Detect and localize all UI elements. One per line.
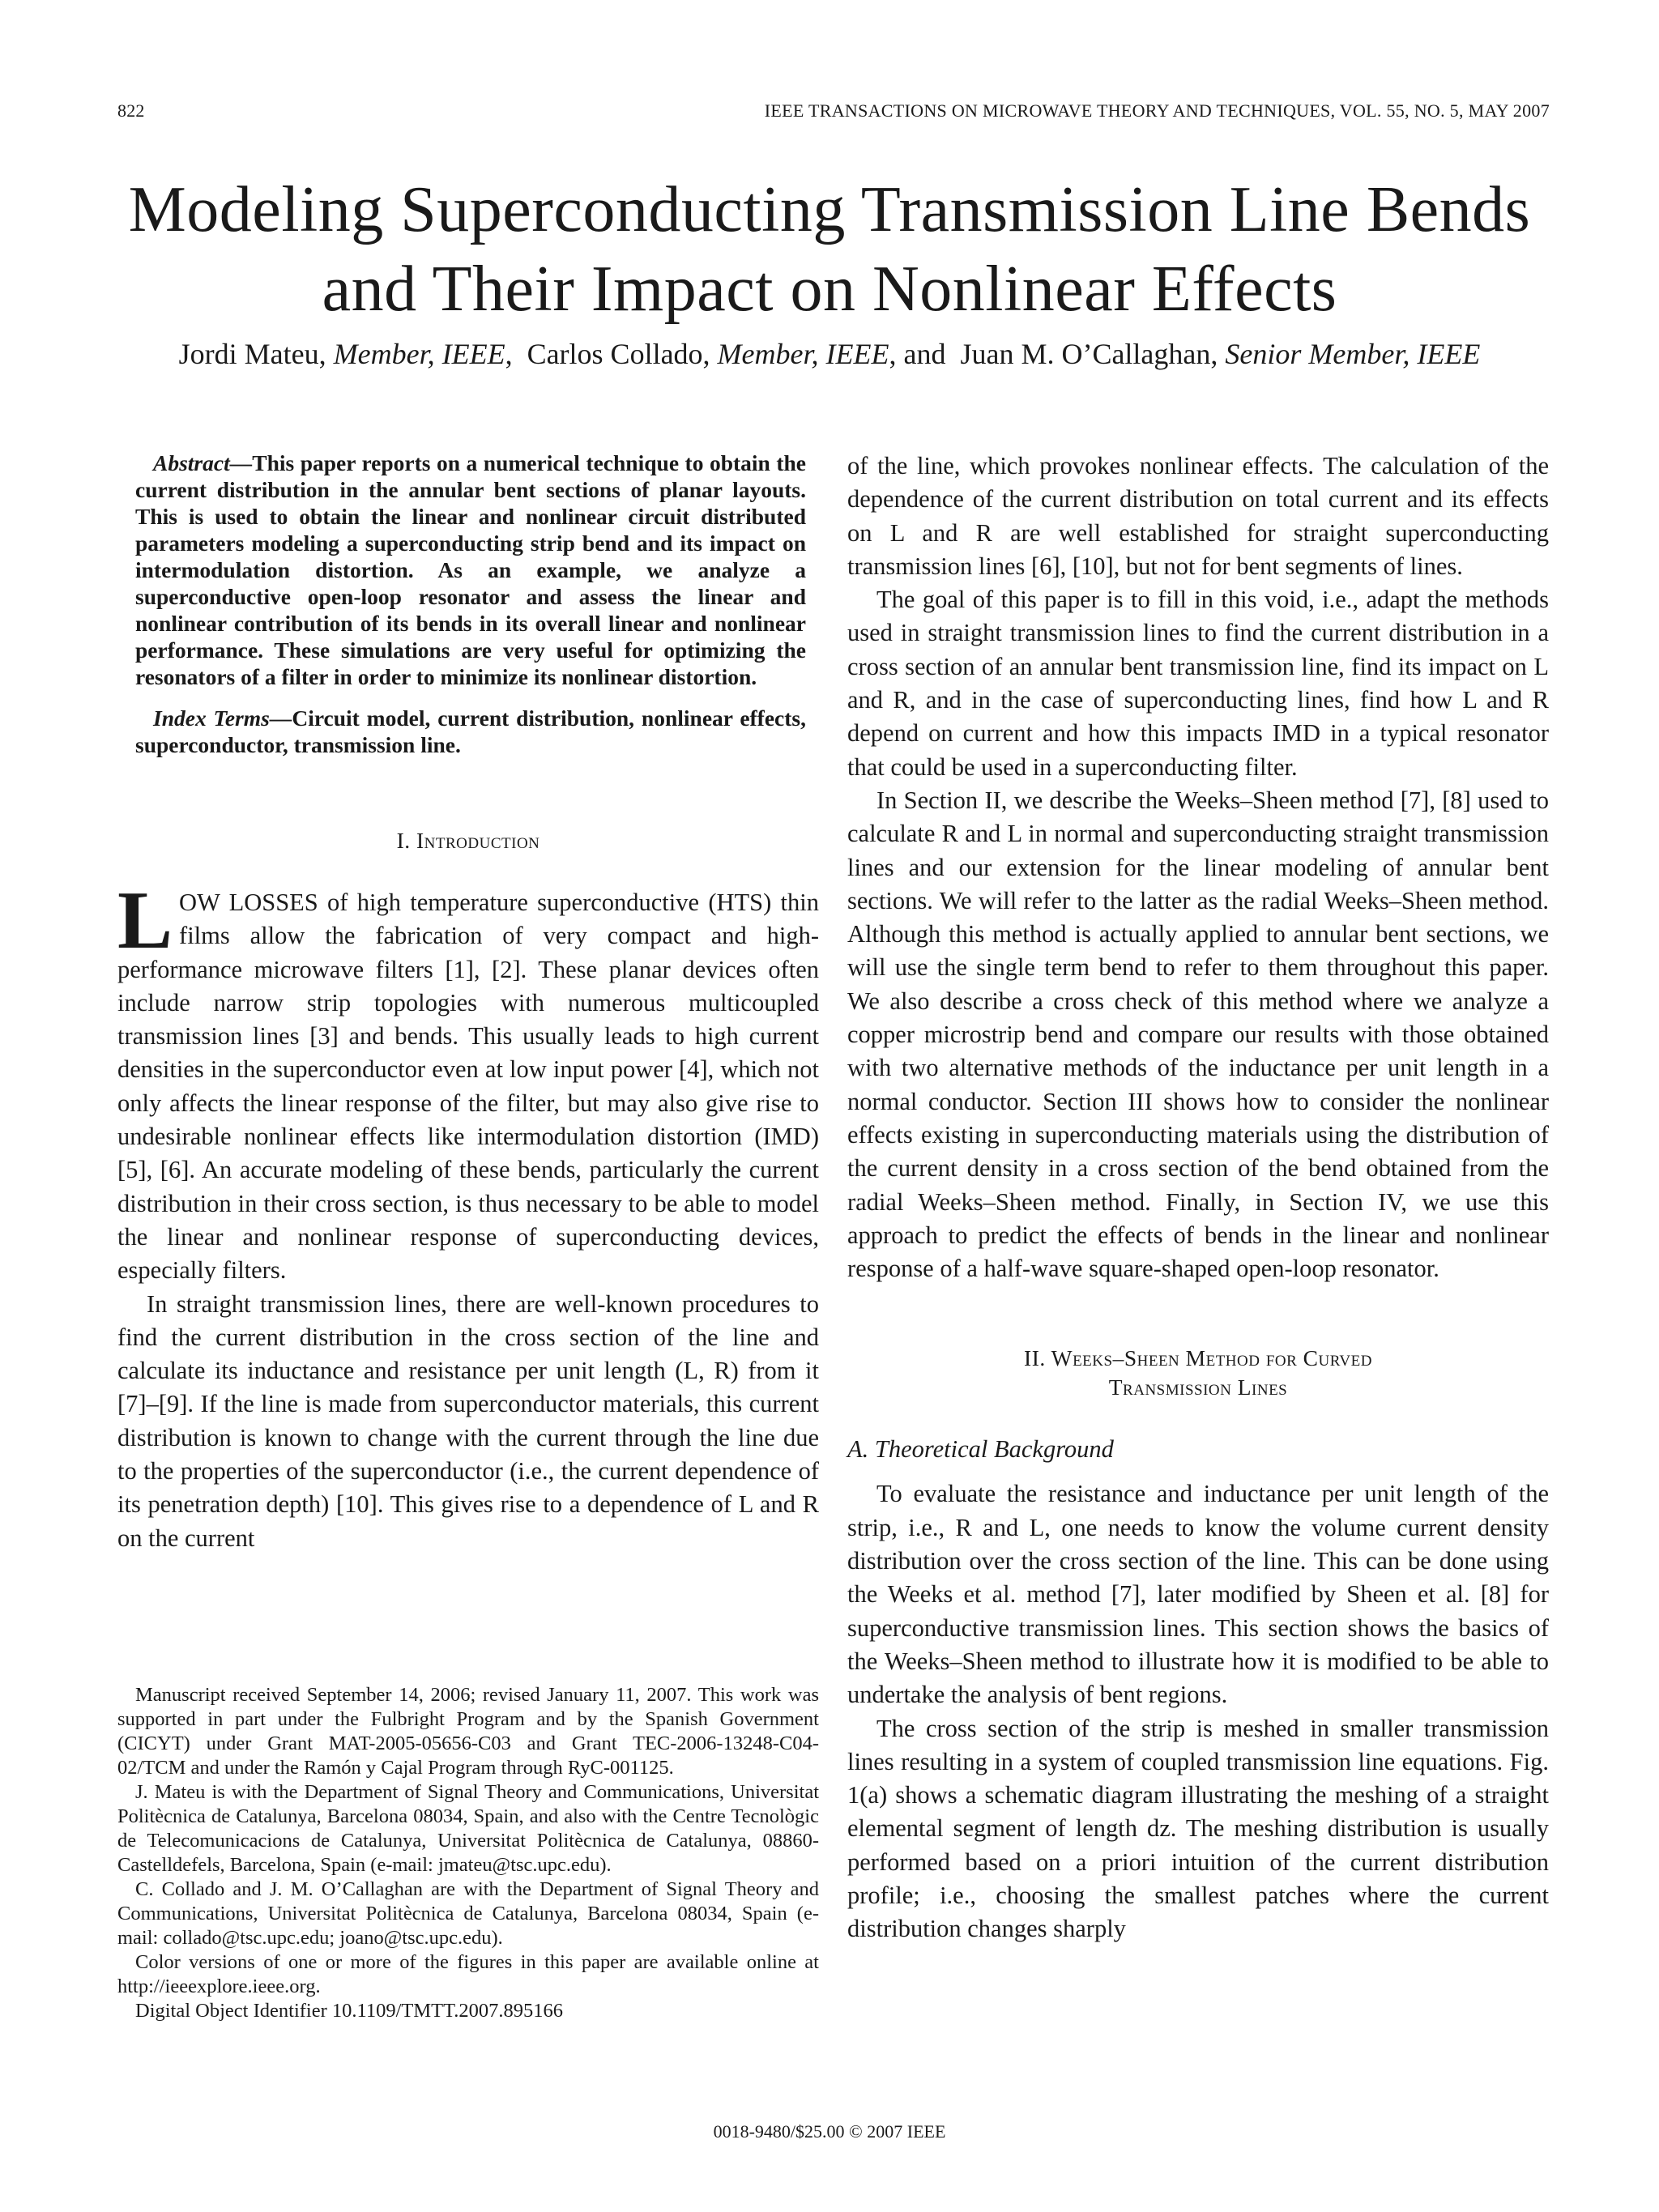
title-line-1: Modeling Superconducting Transmission Line Bends [128, 174, 1531, 245]
section-heading-line: II. Weeks–Sheen Method for Curved [1024, 1345, 1372, 1371]
author-role: Senior Member, IEEE [1225, 338, 1481, 370]
author-name: Carlos Collado [527, 338, 703, 370]
footnotes [117, 1683, 819, 2023]
footnote-affiliation-1: J. Mateu is with the Department of Signal Theory and Communications, Universitat Politècnica de Catalunya, Barcelona 08034, Spain, and also with the Centre Tecnològic de Telecomunicacions de Catalunya, Universitat Politècnica de Catalunya, 08860-Castelldefels, Barcelona, Spain (e-mail: jmateu@tsc.upc.edu). [117, 1781, 819, 1876]
body-paragraph: In Section II, we describe the Weeks–Sheen method [7], [8] used to calculate R and L in normal and superconducting straight transmission lines and our extension for the linear modeling of annular bent sections. We will refer to the latter as the radial Weeks–Sheen method. Although this method is actually applied to annular bent sections, we will use the single term bend to refer to them throughout this paper. We also describe a cross check of this method where we analyze a copper microstrip bend and compare our results with those obtained with two alternative methods of the inductance per unit length in a normal conductor. Section III shows how to consider the nonlinear effects existing in superconducting materials using the distribution of the current density in a cross section of the bend obtained from the radial Weeks–Sheen method. Finally, in Section IV, we use this approach to predict the effects of bends in the linear and nonlinear response of a half-wave square-shaped open-loop resonator. [847, 786, 1549, 1283]
section-heading-weeks-sheen [847, 1344, 1549, 1402]
author-role: Member, IEEE [717, 338, 889, 370]
drop-cap: L [117, 875, 173, 966]
footnote-color-note: Color versions of one or more of the figures in this paper are available online at http://ieeexplore.ieee.org. [117, 1951, 819, 1997]
footnote-doi: Digital Object Identifier 10.1109/TMTT.2007.895166 [135, 2000, 564, 2022]
intro-paragraph-1-text: OW LOSSES of high temperature superconductive (HTS) thin films allow the fabrication of very compact and high-performance microwave filters [1], [2]. These planar devices often include narrow strip topologies with numerous multicoupled transmission lines [3] and bends. This usually leads to high current densities in the superconductor even at low input power [4], which not only affects the linear response of the filter, but may also give rise to undesirable nonlinear effects like intermodulation distortion (IMD) [5], [6]. An accurate modeling of these bends, particularly the current distribution in their cross section, is thus necessary to be able to model the linear and nonlinear response of superconducting devices, especially filters. [117, 889, 819, 1285]
right-column [847, 450, 1549, 1946]
author-name: Jordi Mateu [178, 338, 319, 370]
body-paragraph: of the line, which provokes nonlinear effects. The calculation of the dependence of the current distribution on total current and its effects on L and R are well established for straight superconducting transmission lines [6], [10], but not for bent segments of lines. [847, 452, 1549, 580]
abstract-lead: Abstract— [153, 450, 253, 475]
copyright-footer: 0018-9480/$25.00 © 2007 IEEE [713, 2121, 946, 2142]
body-paragraph: To evaluate the resistance and inductance per unit length of the strip, i.e., R and L, one needs to know the volume current density distribution over the cross section of the line. This can be done using the Weeks et al. method [7], later modified by Sheen et al. [8] for superconductive transmission lines. This section shows the basics of the Weeks–Sheen method to illustrate how it is modified to be able to undertake the analysis of bent regions. [847, 1480, 1549, 1709]
index-terms-lead: Index Terms— [153, 705, 292, 731]
author-conjunction: , and [889, 338, 946, 370]
subsection-heading: A. Theoretical Background [847, 1435, 1114, 1464]
author-name: Juan M. O’Callaghan [960, 338, 1211, 370]
intro-paragraph-1 [117, 875, 819, 1288]
author-role: Member, IEEE [333, 338, 505, 370]
intro-paragraph-2: In straight transmission lines, there are well-known procedures to find the current distribution in the cross section of the line and calculate its inductance and resistance per unit length (L, R) from it [7]–[9]. If the line is made from superconductor materials, this current distribution is known to change with the current through the line due to the properties of the superconductor (i.e., the current dependence of its penetration depth) [10]. This gives rise to a dependence of L and R on the current [117, 1289, 819, 1552]
section-heading-introduction: I. Introduction [396, 828, 540, 853]
author-list: Jordi Mateu, Member, IEEE, Carlos Collado, Member, IEEE, and Juan M. O’Callaghan, Senior Member, IEEE [178, 338, 1481, 370]
footnote-manuscript: Manuscript received September 14, 2006; revised January 11, 2007. This work was supported in part under the Fulbright Program and by the Spanish Government (CICYT) under Grant MAT-2005-05656-C03 and Grant TEC-2006-13248-C04-02/TCM and under the Ramón y Cajal Program through RyC-001125. [117, 1684, 819, 1779]
left-column [117, 450, 819, 1555]
journal-header: IEEE TRANSACTIONS ON MICROWAVE THEORY AND TECHNIQUES, VOL. 55, NO. 5, MAY 2007 [764, 100, 1550, 121]
body-paragraph: The goal of this paper is to fill in this void, i.e., adapt the methods used in straight transmission lines to find the current distribution in a cross section of an annular bent transmission line, find its impact on L and R, and in the case of superconducting lines, find how L and R depend on current and how this impacts IMD in a typical resonator that could be used in a superconducting filter. [847, 586, 1549, 781]
abstract-text: This paper reports on a numerical technique to obtain the current distribution in the annular bent sections of planar layouts. This is used to obtain the linear and nonlinear circuit distributed parameters modeling a superconducting strip bend and its impact on intermodulation distortion. As an example, we analyze a superconductive open-loop resonator and assess the linear and nonlinear contribution of its bends in its overall linear and nonlinear performance. These simulations are very useful for optimizing the resonators of a filter in order to minimize its nonlinear distortion. [135, 450, 806, 689]
index-terms [117, 705, 819, 758]
footnote-affiliation-2: C. Collado and J. M. O’Callaghan are with the Department of Signal Theory and Communications, Universitat Politècnica de Catalunya, Barcelona 08034, Spain (e-mail: collado@tsc.upc.edu; joano@tsc.upc.edu). [117, 1878, 819, 1949]
abstract [117, 450, 819, 690]
page-number: 822 [117, 100, 145, 121]
title-line-2: and Their Impact on Nonlinear Effects [322, 254, 1337, 325]
paper-title [0, 170, 1659, 329]
section-heading-line: Transmission Lines [1108, 1375, 1288, 1400]
body-paragraph: The cross section of the strip is meshed in smaller transmission lines resulting in a system of coupled transmission line equations. Fig. 1(a) shows a schematic diagram illustrating the meshing of a straight elemental segment of length dz. The meshing distribution is usually performed based on a priori intuition of the current distribution profile; i.e., choosing the smallest patches where the current distribution changes sharply [847, 1714, 1549, 1943]
index-terms-text: Circuit model, current distribution, nonlinear effects, superconductor, transmission line. [135, 705, 806, 757]
